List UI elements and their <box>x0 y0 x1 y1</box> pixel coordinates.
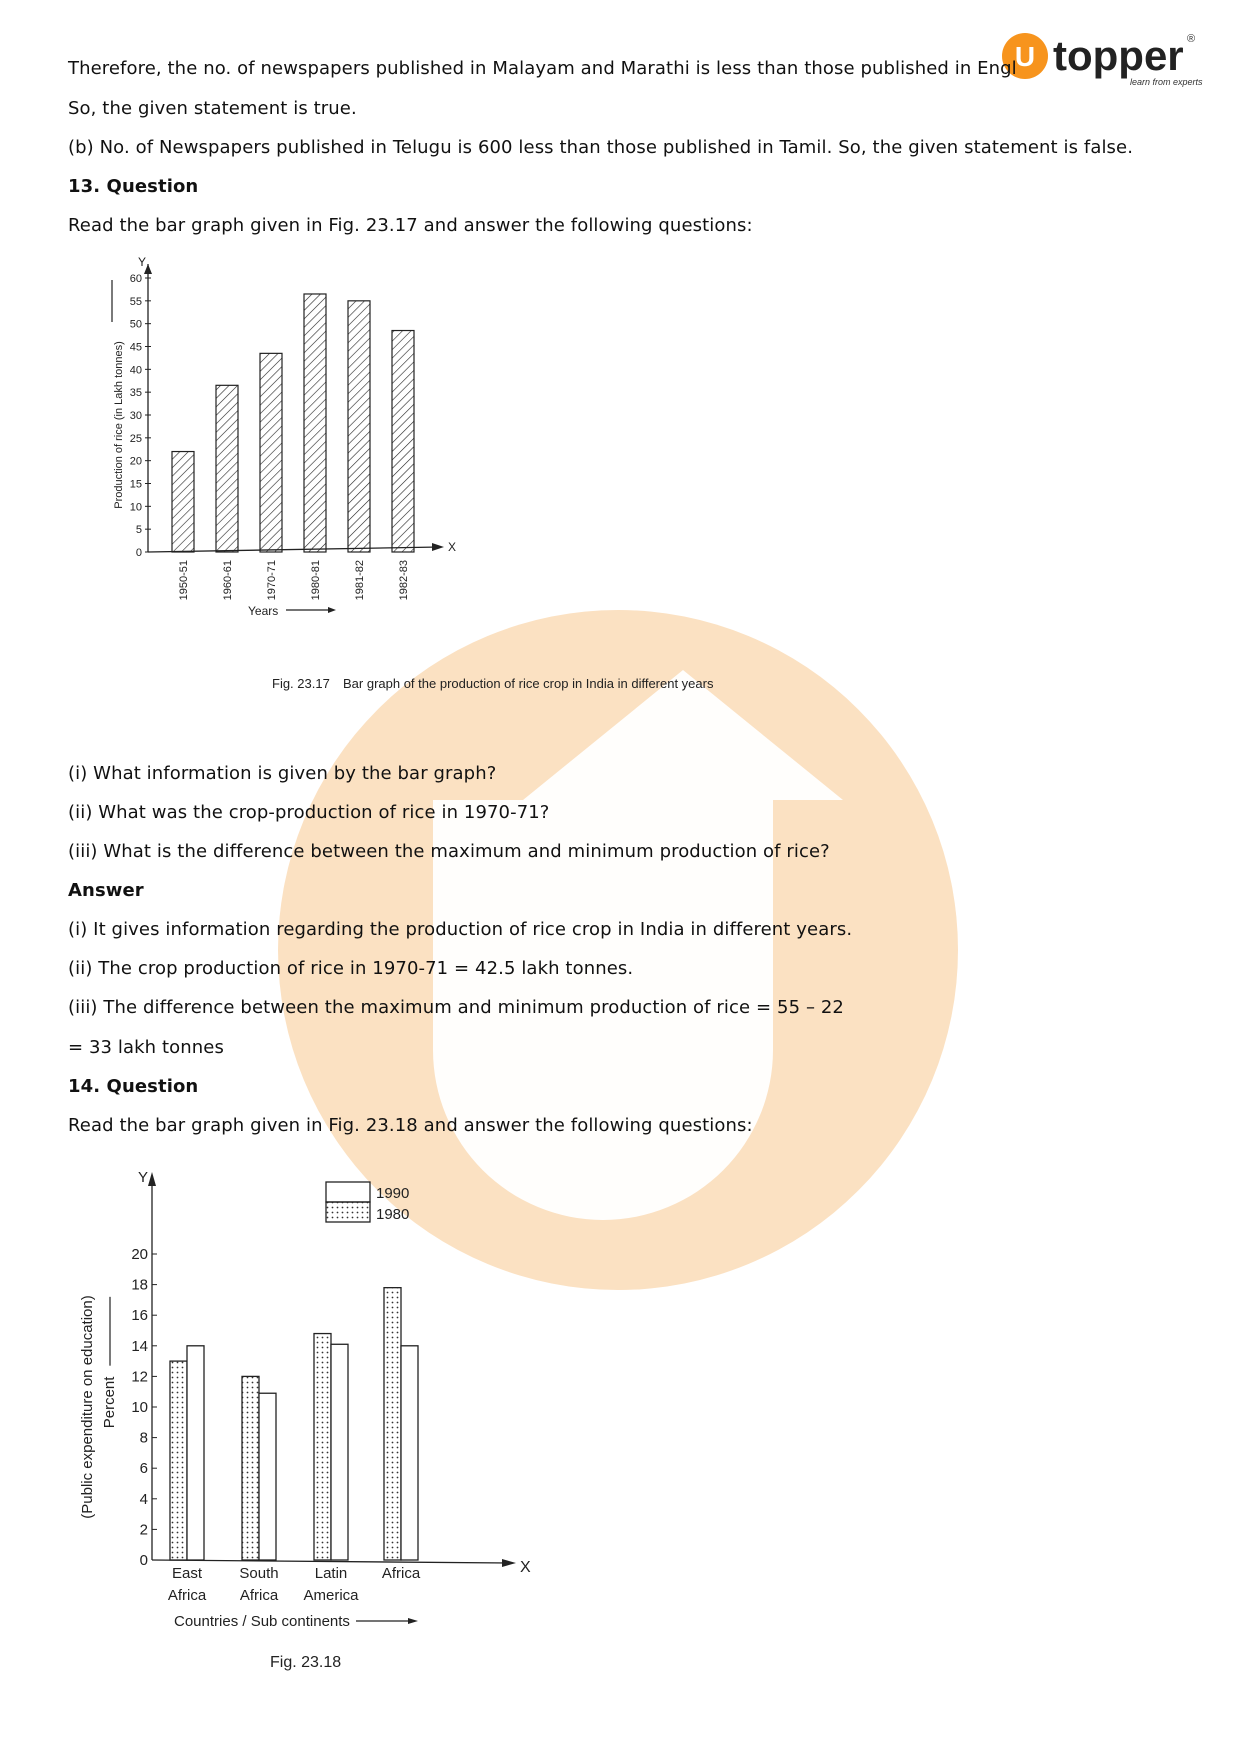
y-tick-label: 4 <box>139 1490 148 1508</box>
legend-label-1980: 1980 <box>376 1206 410 1223</box>
answer-13-iii: (iii) The difference between the maximum and minimum production of rice = 55 – 22 <box>68 997 844 1018</box>
logo-tagline: learn from experts <box>1130 77 1203 87</box>
bar-1980 <box>384 1288 401 1560</box>
legend-label-1990: 1990 <box>376 1185 410 1202</box>
x-tick-label: 1980-81 <box>310 560 322 601</box>
question-13-ii: (ii) What was the crop-production of rice in 1970-71? <box>68 802 550 823</box>
bar-1980 <box>170 1361 187 1560</box>
chart1-caption-text: Bar graph of the production of rice crop in India in different years <box>343 676 714 691</box>
answer-13-ii: (ii) The crop production of rice in 1970-71 = 42.5 lakh tonnes. <box>68 958 634 979</box>
logo-registered-mark: ® <box>1187 33 1196 45</box>
x-axis-label: Years <box>248 604 279 618</box>
y-tick-label: 35 <box>129 387 142 400</box>
text-line: (b) No. of Newspapers published in Telugu is 600 less than those published in Tamil. So, the given statement is false. <box>68 137 1134 158</box>
x-tick-label: 1950-51 <box>178 560 190 601</box>
y-tick-label: 20 <box>131 1246 148 1263</box>
answer-13-iii-cont: = 33 lakh tonnes <box>68 1037 224 1058</box>
x-category-label: East <box>171 1565 203 1582</box>
y-tick-label: 40 <box>129 364 142 377</box>
y-tick-label: 15 <box>129 478 142 491</box>
question-14-prompt: Read the bar graph given in Fig. 23.18 and answer the following questions: <box>68 1115 753 1136</box>
y-tick-label: 10 <box>131 1399 148 1416</box>
bar-1980 <box>242 1376 259 1560</box>
bar-1980 <box>314 1334 331 1560</box>
y-tick-label: 45 <box>129 341 142 354</box>
question-13-heading: 13. Question <box>68 176 199 197</box>
y-tick-label: 55 <box>129 295 142 308</box>
question-13-prompt: Read the bar graph given in Fig. 23.17 and answer the following questions: <box>68 215 753 236</box>
y-tick-label: 60 <box>129 273 142 285</box>
x-category-label: Africa <box>381 1565 421 1582</box>
y-tick-label: 25 <box>129 432 142 445</box>
bar <box>172 452 194 552</box>
bar-1990 <box>331 1344 348 1560</box>
logo-badge-letter: U <box>1014 41 1036 72</box>
legend-swatch-1980 <box>326 1202 370 1222</box>
y-tick-label: 0 <box>135 547 142 559</box>
legend-swatch-1990 <box>326 1182 370 1202</box>
x-category-label: Latin <box>314 1565 348 1582</box>
y-tick-label: 0 <box>139 1552 148 1569</box>
question-14-heading: 14. Question <box>68 1076 199 1097</box>
bar <box>260 353 282 552</box>
bar <box>348 301 370 552</box>
y-tick-label: 16 <box>131 1307 148 1325</box>
x-category-label: America <box>303 1587 359 1604</box>
x-tick-label: 1970-71 <box>266 560 278 601</box>
answer-13-i: (i) It gives information regarding the production of rice crop in India in different years. <box>68 919 853 940</box>
x-tick-label: 1960-61 <box>222 560 234 601</box>
x-category-label: Africa <box>239 1587 279 1604</box>
question-13-iii: (iii) What is the difference between the maximum and minimum production of rice? <box>68 841 830 862</box>
x-axis-label: Countries / Sub continents <box>174 1613 350 1630</box>
y-tick-label: 14 <box>131 1337 148 1355</box>
x-tick-label: 1982-83 <box>398 560 410 601</box>
y-axis-label: (Public expenditure on education) <box>79 1295 96 1519</box>
x-label-arrowhead-icon <box>328 607 336 613</box>
chart2-caption: Fig. 23.18 <box>270 1654 342 1671</box>
x-label-arrowhead-icon <box>408 1618 418 1624</box>
y-tick-label: 6 <box>139 1460 148 1478</box>
y-tick-label: 50 <box>129 318 142 331</box>
chart1-caption-fig: Fig. 23.17 <box>272 676 330 691</box>
question-13-i: (i) What information is given by the bar graph? <box>68 763 497 784</box>
rice-production-chart <box>110 255 714 728</box>
x-axis-letter: X <box>448 540 457 554</box>
y-tick-label: 12 <box>131 1368 148 1386</box>
x-tick-label: 1981-82 <box>354 560 366 601</box>
y-tick-label: 20 <box>129 455 142 468</box>
y-tick-label: 30 <box>129 410 142 422</box>
bar-1990 <box>401 1346 418 1560</box>
bar-1990 <box>187 1346 204 1560</box>
text-line: So, the given statement is true. <box>68 98 357 119</box>
x-axis-letter: X <box>520 1559 531 1576</box>
y-axis-letter: Y <box>138 1169 149 1186</box>
y-tick-label: 8 <box>139 1429 148 1447</box>
y-axis-letter: Y <box>138 255 147 269</box>
education-expenditure-chart <box>70 1160 550 1680</box>
x-axis-arrow-icon <box>502 1559 516 1567</box>
topper-logo <box>1000 30 1203 92</box>
text-line: Therefore, the no. of newspapers published in Malayam and Marathi is less than those published in Engl <box>68 58 1017 79</box>
y-tick-label: 2 <box>139 1521 148 1539</box>
bar <box>392 331 414 552</box>
bar <box>216 385 238 552</box>
answer-heading: Answer <box>68 880 144 901</box>
bar <box>304 294 326 552</box>
y-axis-label-2: Percent <box>101 1376 118 1429</box>
y-axis-label: Production of rice (in Lakh tonnes) <box>113 341 125 509</box>
x-category-label: South <box>239 1565 279 1582</box>
bar-1990 <box>259 1393 276 1560</box>
x-axis-arrow-icon <box>432 543 444 551</box>
y-tick-label: 5 <box>135 524 142 537</box>
y-tick-label: 18 <box>131 1276 148 1294</box>
logo-wordmark: topper <box>1053 32 1184 79</box>
y-tick-label: 10 <box>129 501 142 514</box>
y-axis-arrow-icon <box>148 1172 156 1186</box>
x-category-label: Africa <box>167 1587 207 1604</box>
